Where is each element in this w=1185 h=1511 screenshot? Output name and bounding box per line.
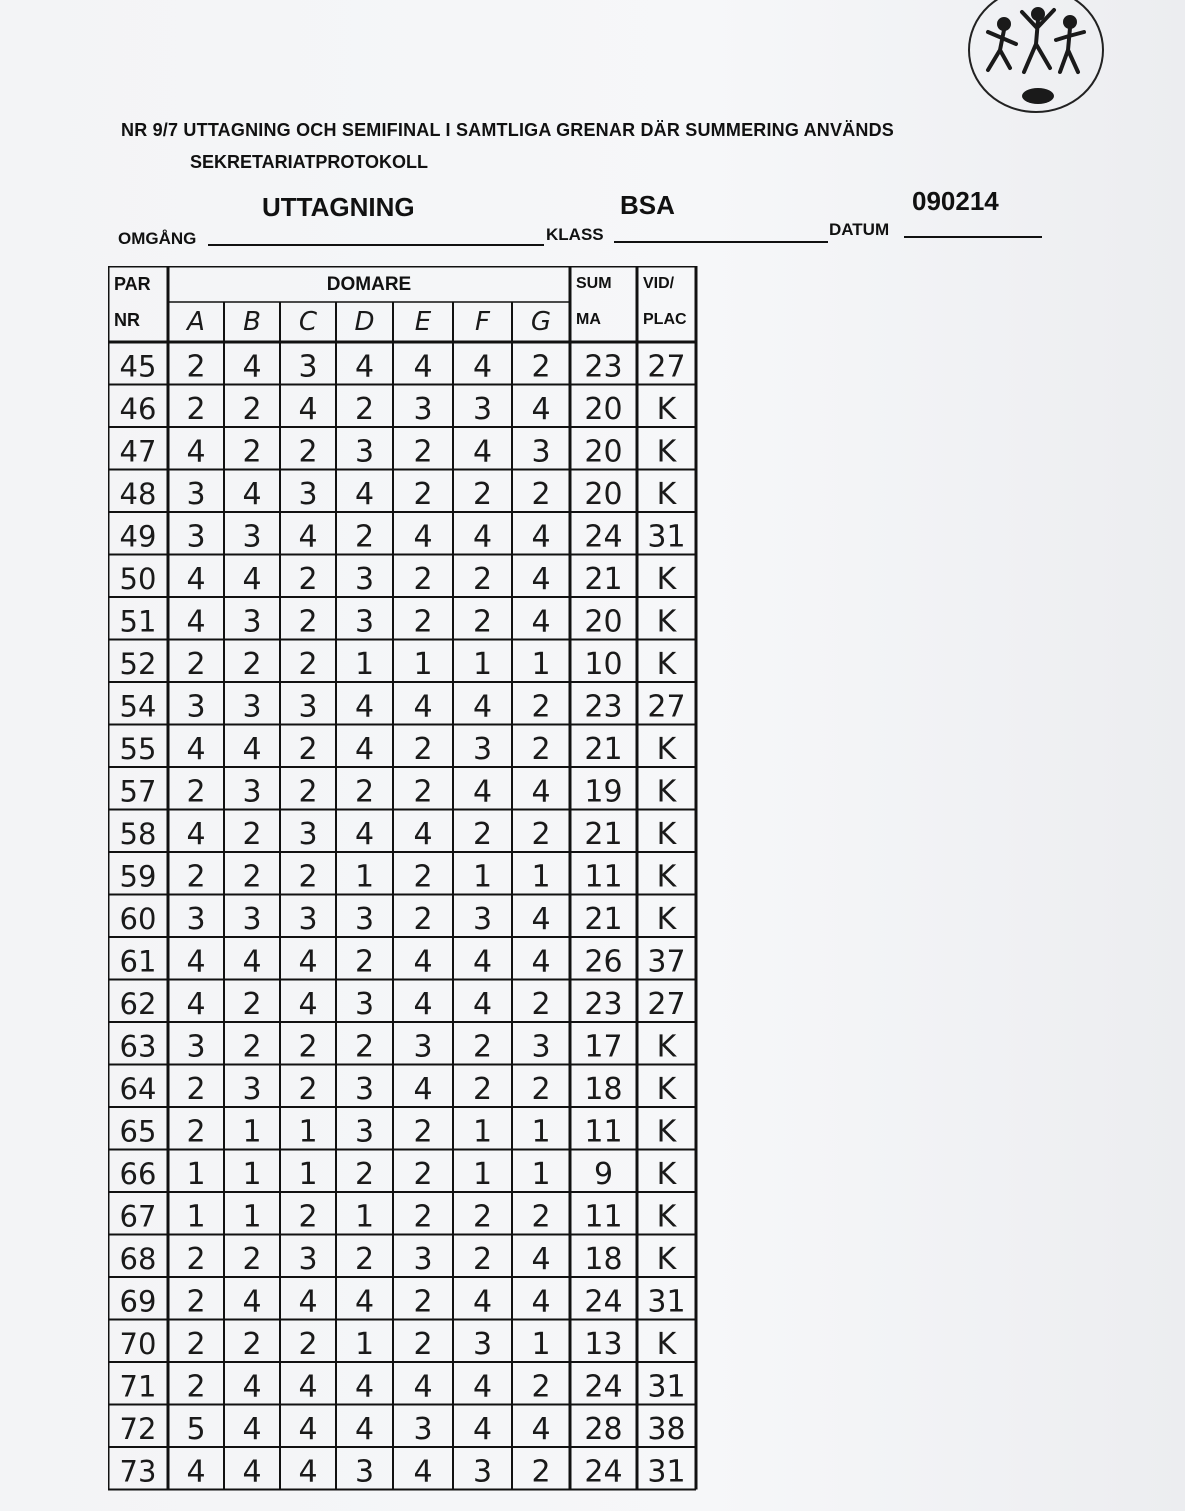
judge-score: 4 [531, 519, 551, 555]
judge-score: 4 [413, 689, 433, 725]
judge-score: 2 [413, 604, 433, 640]
pair-number: 45 [119, 349, 157, 384]
sum-value: 28 [584, 1412, 623, 1447]
sum-value: 20 [584, 434, 623, 470]
judge-score: 2 [186, 1327, 206, 1362]
placement-value: 31 [647, 1284, 686, 1320]
judge-score: 4 [413, 1454, 433, 1490]
judge-score: 2 [186, 1369, 206, 1405]
judge-score: 2 [242, 392, 262, 427]
judge-score: 1 [354, 1327, 375, 1362]
pair-number: 50 [119, 562, 157, 596]
judge-letter-e: E [414, 307, 432, 337]
judge-score: 4 [354, 1284, 375, 1320]
score-table [108, 266, 708, 1511]
placement-value: K [656, 392, 677, 427]
judge-score: 3 [413, 392, 433, 427]
sum-value: 20 [584, 392, 623, 427]
form-title: NR 9/7 UTTAGNING OCH SEMIFINAL I SAMTLIGA GRENAR DÄR SUMMERING ANVÄNDS [121, 120, 895, 140]
judge-score: 4 [186, 1454, 206, 1490]
judge-score: 2 [242, 859, 262, 895]
form-subtitle: SEKRETARIATPROTOKOLL [190, 152, 428, 172]
judge-score: 4 [413, 349, 433, 385]
datum-value: 090214 [912, 186, 999, 216]
judge-score: 3 [186, 519, 206, 555]
judge-score: 2 [413, 859, 433, 895]
judge-score: 2 [298, 647, 318, 682]
judge-score: 2 [298, 604, 318, 640]
judge-score: 4 [242, 349, 262, 385]
placement-value: K [656, 1199, 677, 1235]
placement-value: K [656, 1114, 677, 1150]
judge-score: 4 [354, 732, 375, 767]
judge-score: 3 [472, 392, 493, 427]
judge-score: 2 [242, 1327, 262, 1362]
judge-score: 2 [242, 647, 262, 682]
placement-value: 31 [647, 519, 686, 555]
judge-score: 2 [413, 562, 433, 597]
judge-score: 2 [413, 902, 433, 937]
dancers-emblem-icon [966, 0, 1106, 114]
sum-value: 20 [584, 604, 623, 640]
judge-score: 2 [186, 647, 206, 682]
judge-score: 4 [186, 817, 206, 852]
judge-score: 1 [531, 1157, 551, 1192]
judge-score: 4 [354, 817, 375, 852]
judge-score: 4 [242, 562, 262, 597]
judge-score: 2 [298, 1072, 318, 1107]
judge-score: 4 [298, 987, 318, 1022]
sum-value: 24 [584, 1454, 623, 1490]
judge-score: 3 [354, 562, 375, 597]
judge-score: 2 [354, 392, 375, 427]
pair-number: 57 [119, 774, 157, 809]
pair-number: 69 [119, 1284, 157, 1319]
judge-score: 2 [242, 817, 262, 852]
sum-value: 11 [584, 1114, 623, 1150]
judge-score: 3 [472, 1454, 493, 1490]
judge-score: 3 [354, 1454, 375, 1490]
sum-value: 23 [584, 689, 623, 725]
placement-value: K [656, 902, 677, 937]
judge-score: 2 [472, 1199, 493, 1235]
judge-score: 3 [242, 774, 262, 810]
judge-score: 4 [298, 1412, 318, 1447]
judge-score: 2 [242, 987, 262, 1022]
pair-number: 55 [119, 732, 157, 766]
placement-value: K [656, 859, 677, 895]
judge-score: 2 [186, 1242, 206, 1277]
placement-value: K [656, 562, 677, 597]
judge-score: 4 [472, 689, 493, 725]
placement-value: K [656, 774, 677, 810]
header-domare: DOMARE [326, 274, 412, 295]
judge-score: 3 [354, 604, 375, 640]
judge-score: 4 [242, 732, 262, 767]
sum-value: 18 [584, 1242, 623, 1277]
judge-score: 2 [472, 477, 493, 512]
omgang-line [208, 244, 544, 246]
sum-value: 19 [584, 774, 623, 810]
judge-score: 3 [472, 732, 493, 767]
pair-number: 66 [119, 1157, 157, 1191]
judge-score: 1 [413, 647, 433, 682]
placement-value: 37 [647, 944, 686, 980]
judge-score: 4 [354, 349, 375, 385]
judge-score: 4 [186, 944, 206, 980]
judge-score: 4 [472, 1412, 493, 1447]
pair-number: 46 [119, 392, 157, 426]
judge-score: 4 [242, 477, 262, 512]
header-nr: NR [114, 310, 140, 330]
judge-score: 4 [186, 434, 206, 470]
placement-value: K [656, 1157, 677, 1192]
judge-score: 2 [531, 987, 551, 1022]
judge-score: 4 [413, 944, 433, 980]
judge-score: 2 [354, 1029, 375, 1065]
sum-value: 18 [584, 1072, 623, 1107]
judge-score: 3 [413, 1242, 433, 1277]
pair-number: 62 [119, 987, 157, 1021]
header-vid: VID/ [643, 275, 675, 292]
judge-score: 1 [472, 859, 493, 895]
placement-value: K [656, 732, 677, 767]
placement-value: K [656, 434, 677, 470]
judge-score: 2 [531, 477, 551, 512]
judge-score: 3 [298, 902, 318, 937]
judge-score: 3 [186, 902, 206, 937]
sum-value: 26 [584, 944, 623, 980]
judge-score: 2 [531, 689, 551, 725]
judge-score: 4 [472, 519, 493, 555]
sum-value: 23 [584, 349, 623, 385]
judge-score: 4 [531, 562, 551, 597]
judge-score: 1 [472, 1157, 493, 1192]
judge-score: 2 [298, 1029, 318, 1065]
placement-value: K [656, 817, 677, 852]
judge-score: 4 [298, 1284, 318, 1320]
judge-score: 4 [242, 1369, 262, 1405]
pair-number: 61 [119, 944, 157, 979]
judge-score: 3 [354, 1072, 375, 1107]
judge-score: 1 [472, 647, 493, 682]
placement-value: 27 [647, 689, 686, 725]
judge-score: 3 [298, 817, 318, 852]
sum-value: 24 [584, 1284, 623, 1320]
placement-value: 27 [647, 987, 686, 1022]
pair-number: 64 [119, 1072, 157, 1106]
klass-value: BSA [620, 190, 675, 220]
judge-score: 2 [186, 1284, 206, 1320]
judge-score: 2 [413, 1199, 433, 1235]
judge-score: 3 [242, 604, 262, 640]
sum-value: 10 [584, 647, 623, 682]
judge-score: 4 [472, 987, 493, 1022]
placement-value: K [656, 477, 677, 512]
judge-score: 3 [354, 434, 375, 470]
datum-line [904, 236, 1042, 238]
judge-score: 4 [472, 434, 493, 470]
sum-value: 24 [584, 1369, 623, 1405]
judge-score: 2 [413, 1327, 433, 1362]
judge-score: 4 [298, 1454, 318, 1490]
judge-score: 2 [472, 1242, 493, 1277]
judge-score: 4 [531, 774, 551, 810]
judge-score: 4 [298, 944, 318, 980]
sum-value: 9 [593, 1157, 614, 1192]
placement-value: K [656, 604, 677, 640]
pair-number: 67 [119, 1199, 157, 1234]
omgang-value: UTTAGNING [262, 192, 415, 222]
judge-score: 1 [242, 1114, 262, 1150]
judge-score: 3 [531, 1029, 551, 1065]
judge-score: 2 [531, 1369, 551, 1405]
judge-score: 1 [354, 1199, 375, 1235]
judge-score: 2 [298, 774, 318, 810]
judge-score: 3 [186, 1029, 206, 1065]
judge-score: 4 [531, 902, 551, 937]
judge-score: 2 [413, 774, 433, 810]
judge-score: 4 [186, 604, 206, 640]
pair-number: 60 [119, 902, 157, 936]
judge-score: 2 [354, 944, 375, 980]
judge-score: 2 [531, 349, 551, 385]
judge-score: 4 [298, 392, 318, 427]
judge-letter-g: G [530, 307, 552, 337]
judge-letter-f: F [475, 307, 490, 337]
judge-score: 2 [298, 562, 318, 597]
judge-score: 4 [413, 817, 433, 852]
judge-letter-b: B [243, 307, 261, 337]
judge-score: 2 [531, 817, 551, 852]
pair-number: 70 [119, 1327, 157, 1361]
judge-score: 4 [531, 1412, 551, 1447]
datum-label: DATUM [829, 220, 890, 239]
judge-score: 2 [298, 434, 318, 470]
judge-score: 4 [531, 1242, 551, 1277]
pair-number: 65 [119, 1114, 157, 1149]
judge-score: 4 [242, 1284, 262, 1320]
judge-score: 1 [354, 647, 375, 682]
judge-score: 4 [242, 944, 262, 980]
judge-score: 4 [354, 1412, 375, 1447]
judge-score: 1 [472, 1114, 493, 1150]
judge-score: 3 [413, 1412, 433, 1447]
judge-score: 1 [242, 1199, 262, 1235]
judge-score: 2 [472, 1029, 493, 1065]
sum-value: 21 [584, 732, 623, 767]
header-par: PAR [114, 274, 151, 294]
judge-score: 3 [298, 689, 318, 725]
placement-value: K [656, 1242, 677, 1277]
omgang-label: OMGÅNG [118, 229, 197, 248]
judge-score: 1 [298, 1114, 318, 1150]
placement-value: K [656, 1327, 677, 1362]
header-sum: SUM [576, 275, 612, 292]
header-ma: MA [576, 311, 601, 328]
judge-score: 4 [531, 392, 551, 427]
pair-number: 68 [119, 1242, 157, 1276]
judge-score: 4 [186, 562, 206, 597]
judge-score: 3 [531, 434, 551, 470]
judge-score: 2 [242, 1242, 262, 1277]
judge-score: 2 [413, 1114, 433, 1150]
sum-value: 24 [584, 519, 623, 555]
pair-number: 71 [119, 1369, 157, 1404]
judge-score: 2 [472, 562, 493, 597]
judge-score: 3 [298, 477, 318, 512]
judge-letter-a: A [187, 307, 205, 337]
placement-value: 27 [647, 349, 686, 385]
judge-score: 3 [298, 349, 318, 385]
judge-score: 4 [186, 732, 206, 767]
pair-number: 58 [119, 817, 157, 851]
judge-score: 2 [472, 1072, 493, 1107]
pair-number: 49 [119, 519, 157, 554]
judge-score: 1 [354, 859, 375, 895]
sum-value: 20 [584, 477, 623, 512]
judge-score: 4 [531, 1284, 551, 1320]
pair-number: 72 [119, 1412, 157, 1446]
sum-value: 11 [584, 859, 623, 895]
judge-score: 1 [242, 1157, 262, 1192]
judge-score: 2 [413, 434, 433, 470]
judge-score: 3 [472, 902, 493, 937]
judge-score: 1 [186, 1199, 206, 1235]
judge-score: 3 [242, 902, 262, 937]
judge-score: 4 [298, 519, 318, 555]
judge-score: 3 [186, 477, 206, 512]
judge-score: 1 [531, 1114, 551, 1150]
sum-value: 17 [584, 1029, 623, 1065]
judge-score: 2 [472, 604, 493, 640]
judge-score: 4 [242, 1454, 262, 1490]
sum-value: 23 [584, 987, 623, 1022]
judge-score: 4 [242, 1412, 262, 1447]
judge-score: 3 [354, 902, 375, 937]
placement-value: K [656, 647, 677, 682]
judge-score: 4 [472, 774, 493, 810]
sum-value: 21 [584, 902, 623, 937]
judge-score: 4 [472, 944, 493, 980]
judge-score: 4 [354, 1369, 375, 1405]
judge-score: 3 [242, 1072, 262, 1107]
judge-score: 2 [186, 774, 206, 810]
pair-number: 47 [119, 434, 157, 469]
judge-score: 4 [298, 1369, 318, 1405]
judge-score: 3 [186, 689, 206, 725]
judge-score: 2 [354, 519, 375, 555]
judge-score: 4 [472, 349, 493, 385]
judge-score: 4 [531, 604, 551, 640]
judge-letter-d: D [354, 307, 375, 337]
pair-number: 63 [119, 1029, 157, 1064]
judge-letter-c: C [298, 307, 318, 337]
judge-score: 1 [531, 859, 551, 895]
judge-score: 3 [472, 1327, 493, 1362]
judge-score: 2 [298, 732, 318, 767]
sum-value: 13 [584, 1327, 623, 1362]
header-plac: PLAC [643, 311, 687, 328]
judge-score: 1 [531, 1327, 551, 1362]
judge-score: 2 [354, 1242, 375, 1277]
klass-label: KLASS [546, 225, 604, 244]
pair-number: 54 [119, 689, 157, 724]
judge-score: 2 [354, 1157, 375, 1192]
judge-score: 4 [472, 1369, 493, 1405]
judge-score: 2 [413, 732, 433, 767]
placement-value: 38 [647, 1412, 686, 1447]
judge-score: 2 [354, 774, 375, 810]
judge-score: 3 [354, 987, 375, 1022]
judge-score: 5 [186, 1412, 206, 1447]
pair-number: 59 [119, 859, 157, 894]
pair-number: 52 [119, 647, 157, 681]
judge-score: 4 [531, 944, 551, 980]
judge-score: 4 [186, 987, 206, 1022]
judge-score: 4 [413, 1072, 433, 1107]
placement-value: 31 [647, 1454, 686, 1490]
judge-score: 1 [298, 1157, 318, 1192]
sum-value: 11 [584, 1199, 623, 1235]
judge-score: 4 [472, 1284, 493, 1320]
judge-score: 3 [242, 519, 262, 555]
judge-score: 1 [186, 1157, 206, 1192]
judge-score: 3 [354, 1114, 375, 1150]
judge-score: 2 [298, 859, 318, 895]
judge-score: 2 [186, 349, 206, 385]
placement-value: 31 [647, 1369, 686, 1405]
judge-score: 3 [242, 689, 262, 725]
judge-score: 2 [186, 392, 206, 427]
pair-number: 73 [119, 1454, 157, 1489]
sum-value: 21 [584, 562, 623, 597]
pair-number: 51 [119, 604, 157, 639]
judge-score: 4 [354, 477, 375, 512]
judge-score: 4 [413, 519, 433, 555]
judge-score: 2 [413, 1284, 433, 1320]
judge-score: 4 [413, 1369, 433, 1405]
judge-score: 2 [298, 1199, 318, 1235]
placement-value: K [656, 1029, 677, 1065]
judge-score: 2 [413, 477, 433, 512]
placement-value: K [656, 1072, 677, 1107]
judge-score: 4 [413, 987, 433, 1022]
judge-score: 2 [242, 1029, 262, 1065]
judge-score: 2 [472, 817, 493, 852]
judge-score: 2 [186, 859, 206, 895]
judge-score: 2 [531, 732, 551, 767]
judge-score: 1 [531, 647, 551, 682]
judge-score: 3 [413, 1029, 433, 1065]
judge-score: 2 [413, 1157, 433, 1192]
klass-line [614, 241, 828, 243]
sum-value: 21 [584, 817, 623, 852]
judge-score: 4 [354, 689, 375, 725]
judge-score: 2 [531, 1072, 551, 1107]
judge-score: 2 [298, 1327, 318, 1362]
judge-score: 3 [298, 1242, 318, 1277]
judge-score: 2 [186, 1114, 206, 1150]
pair-number: 48 [119, 477, 157, 511]
judge-score: 2 [531, 1454, 551, 1490]
judge-score: 2 [531, 1199, 551, 1235]
judge-score: 2 [186, 1072, 206, 1107]
judge-score: 2 [242, 434, 262, 470]
